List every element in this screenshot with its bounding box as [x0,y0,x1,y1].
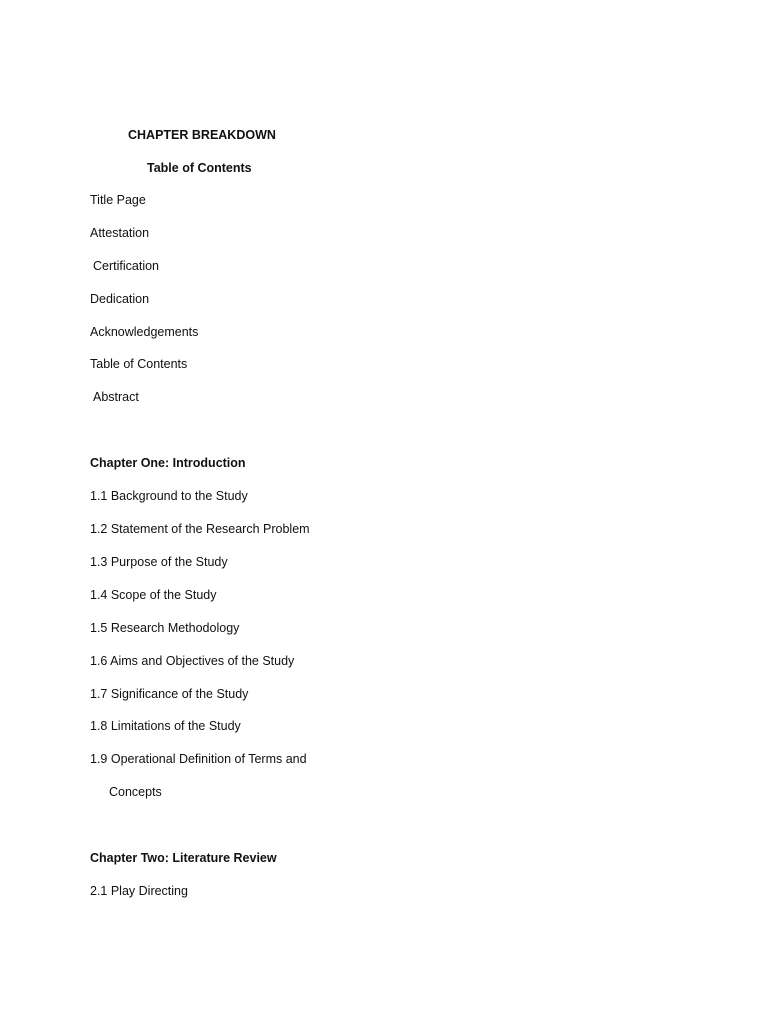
chapter-one-item: 1.5 Research Methodology [90,621,240,635]
chapter-one-item: 1.2 Statement of the Research Problem [90,522,310,536]
front-matter-item: Certification [93,259,159,273]
front-matter-item: Table of Contents [90,357,188,371]
front-matter-item: Title Page [90,193,146,207]
front-matter-item: Dedication [90,292,150,306]
chapter-one-item: 1.4 Scope of the Study [90,588,217,602]
chapter-one-item: 1.6 Aims and Objectives of the Study [90,654,295,668]
chapter-one-item: 1.9 Operational Definition of Terms and [90,752,307,766]
document-heading: CHAPTER BREAKDOWN [128,128,276,142]
chapter-one-item-continuation: Concepts [109,785,162,799]
chapter-one-item: 1.8 Limitations of the Study [90,719,241,733]
chapter-one-item: 1.1 Background to the Study [90,489,248,503]
front-matter-item: Acknowledgements [90,325,199,339]
toc-subheading: Table of Contents [147,161,252,175]
chapter-one-item: 1.3 Purpose of the Study [90,555,228,569]
chapter-one-title: Chapter One: Introduction [90,456,246,470]
chapter-one-item: 1.7 Significance of the Study [90,687,249,701]
front-matter-item: Attestation [90,226,150,240]
chapter-two-item: 2.1 Play Directing [90,884,188,898]
front-matter-item: Abstract [93,390,139,404]
chapter-two-title: Chapter Two: Literature Review [90,851,277,865]
